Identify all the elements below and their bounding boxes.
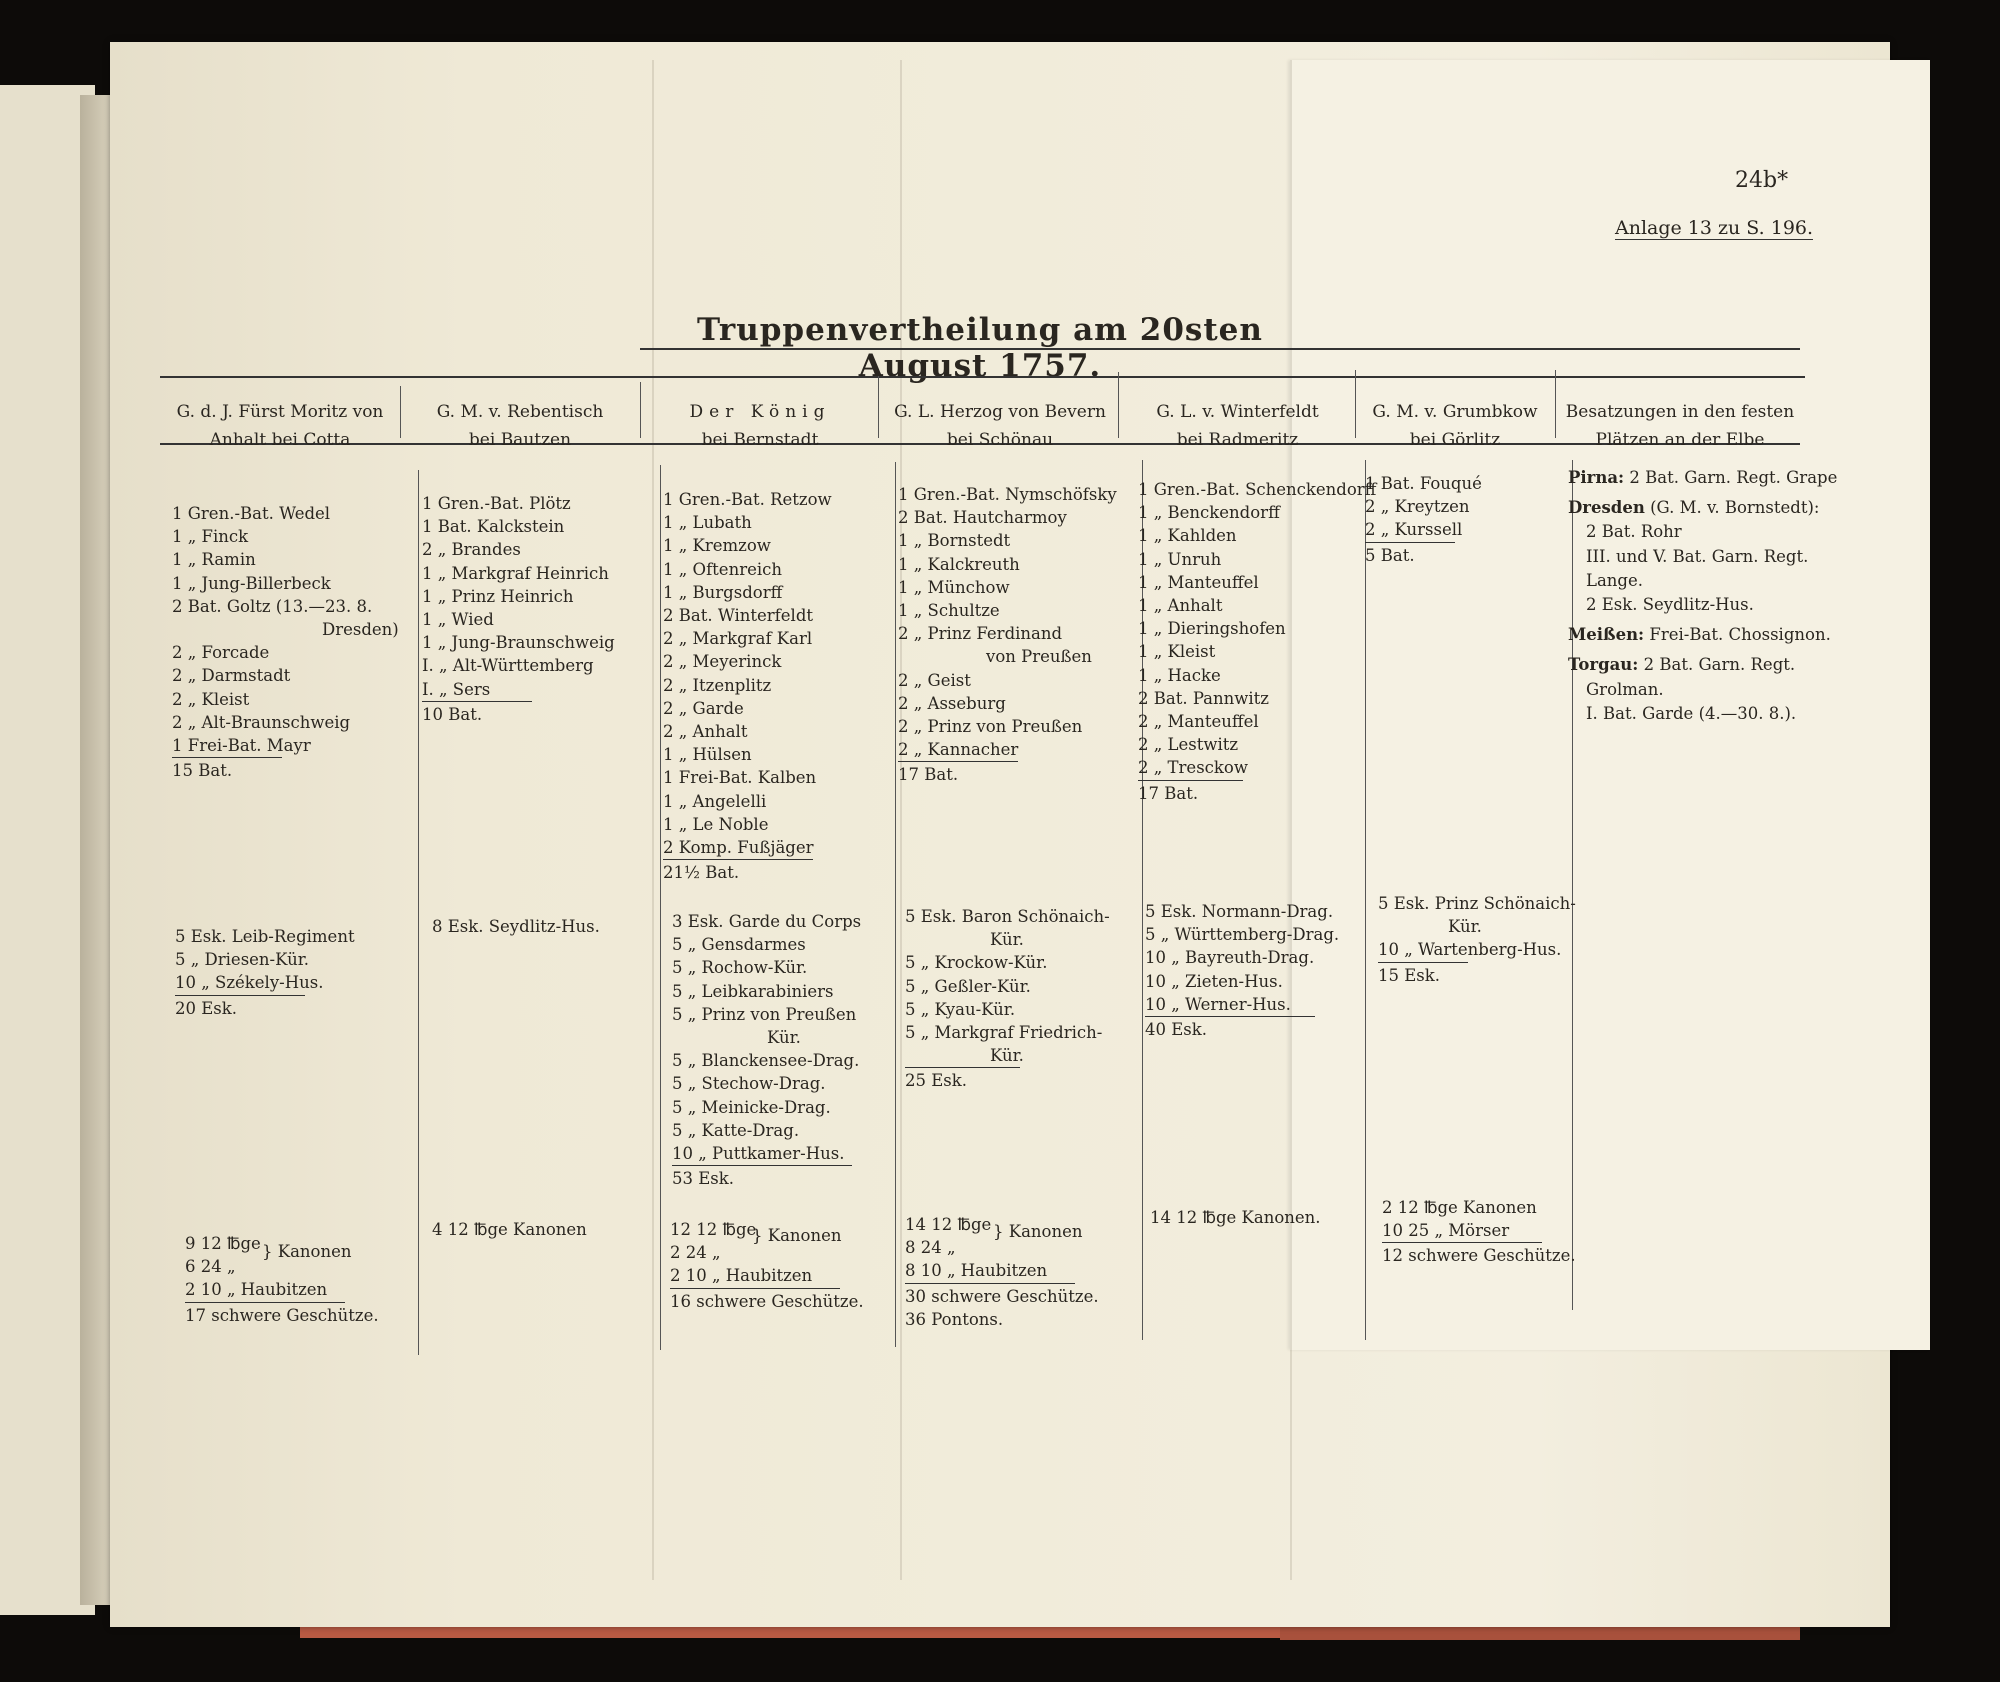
artillery-brace-label: } Kanonen xyxy=(752,1226,842,1245)
page-number: 24b* xyxy=(1735,168,1789,193)
artillery-total: 12 schwere Geschütze. xyxy=(1382,1242,1542,1267)
garrison-list: Pirna: 2 Bat. Garn. Regt. Grape Dresden (G. M. v. Bornstedt): 2 Bat. Rohr III. und V. Bat. Garn. Regt. Lange. 2 Esk. Seydlitz-Hus. Meißen: Frei-Bat. Chossignon. Torgau: 2 Bat. Garn. Regt. Grolman. I. Bat. Garde (4.—30. 8.). xyxy=(1568,468,1838,723)
infantry-total: 21½ Bat. xyxy=(663,859,813,884)
garrison-entry: Dresden (G. M. v. Bornstedt): xyxy=(1568,498,1820,518)
artillery-total: 30 schwere Geschütze. xyxy=(905,1283,1075,1308)
artillery-total: 17 schwere Geschütze. xyxy=(185,1302,345,1327)
artillery-total: 16 schwere Geschütze. xyxy=(670,1288,840,1313)
brace-icon: } xyxy=(993,1222,1004,1241)
annex-reference: Anlage 13 zu S. 196. xyxy=(1615,217,1814,239)
cavalry-list-anhalt: 5 Esk. Leib-Regiment 5 „ Driesen-Kür. 10 „ Székely-Hus. 20 Esk. xyxy=(175,925,355,1020)
infantry-total: 17 Bat. xyxy=(898,761,1018,786)
garrison-entry: Torgau: 2 Bat. Garn. Regt. xyxy=(1568,655,1796,675)
column-header-rebentisch: G. M. v. Rebentisch bei Bautzen xyxy=(436,402,604,450)
artillery-list-winterfeldt: 14 12 ℔ge Kanonen. xyxy=(1150,1208,1321,1227)
paper-crease xyxy=(1290,60,1292,1580)
cavalry-list-grumbkow: 5 Esk. Prinz Schönaich- Kür. 10 „ Wartenberg-Hus. 15 Esk. xyxy=(1378,892,1576,987)
column-header-anhalt: G. d. J. Fürst Moritz von Anhalt bei Cotta xyxy=(176,402,384,450)
header-divider xyxy=(878,376,879,438)
paper-crease xyxy=(652,60,654,1580)
header-divider xyxy=(1118,372,1119,438)
page-title: Truppenvertheilung am 20sten August 1757. xyxy=(697,312,1263,384)
artillery-list-bevern: 14 12 ℔ge 8 24 „ 8 10 „ Haubitzen 30 schwere Geschütze. 36 Pontons. xyxy=(905,1213,1075,1331)
column-header-grumbkow: G. M. v. Grumbkow bei Görlitz xyxy=(1372,402,1538,450)
column-header-koenig: Der König bei Bernstadt xyxy=(689,402,831,450)
infantry-total: 5 Bat. xyxy=(1365,542,1455,567)
column-header-winterfeldt: G. L. v. Winterfeldt bei Radmeritz xyxy=(1156,402,1319,450)
artillery-list-koenig: 12 12 ℔ge 2 24 „ 2 10 „ Haubitzen 16 schwere Geschütze. xyxy=(670,1218,840,1313)
cavalry-total: 25 Esk. xyxy=(905,1067,1020,1092)
cavalry-total: 40 Esk. xyxy=(1145,1016,1315,1041)
cavalry-list-rebentisch: 8 Esk. Seydlitz-Hus. xyxy=(432,917,600,936)
cavalry-total: 15 Esk. xyxy=(1378,962,1468,987)
brace-icon: } xyxy=(752,1226,763,1245)
paper-crease xyxy=(900,60,902,1580)
table-top-rule xyxy=(160,376,1805,378)
artillery-list-grumbkow: 2 12 ℔ge Kanonen 10 25 „ Mörser 12 schwere Geschütze. xyxy=(1382,1196,1542,1268)
column-divider xyxy=(660,465,661,1350)
infantry-list-grumbkow: 1 Bat. Fouqué 2 „ Kreytzen 2 „ Kurssell 5 Bat. xyxy=(1365,472,1482,567)
cavalry-list-winterfeldt: 5 Esk. Normann-Drag. 5 „ Württemberg-Drag. 10 „ Bayreuth-Drag. 10 „ Zieten-Hus. 10 „ Werner-Hus. 40 Esk. xyxy=(1145,900,1339,1041)
cavalry-total: 20 Esk. xyxy=(175,995,305,1020)
infantry-list-rebentisch: 1 Gren.-Bat. Plötz 1 Bat. Kalckstein 2 „ Brandes 1 „ Markgraf Heinrich 1 „ Prinz Heinrich 1 „ Wied 1 „ Jung-Braunschweig I. „ Alt-Württemberg I. „ Sers 10 Bat. xyxy=(422,492,615,726)
cavalry-total: 53 Esk. xyxy=(672,1165,852,1190)
artillery-list-anhalt: 9 12 ℔ge 6 24 „ 2 10 „ Haubitzen 17 schwere Geschütze. xyxy=(185,1232,345,1327)
header-divider xyxy=(1555,370,1556,438)
infantry-list-anhalt: 1 Gren.-Bat. Wedel 1 „ Finck 1 „ Ramin 1 „ Jung-Billerbeck 2 Bat. Goltz (13.—23. 8. Dresden) 2 „ Forcade 2 „ Darmstadt 2 „ Kleist 2 „ Alt-Braunschweig 1 Frei-Bat. Mayr 15 Bat. xyxy=(172,502,399,782)
infantry-total: 17 Bat. xyxy=(1138,780,1243,805)
header-divider xyxy=(1355,370,1356,438)
column-divider xyxy=(418,470,419,1355)
cavalry-list-koenig: 3 Esk. Garde du Corps 5 „ Gensdarmes 5 „ Rochow-Kür. 5 „ Leibkarabiniers 5 „ Prinz von Preußen Kür. 5 „ Blanckensee-Drag. 5 „ Stechow-Drag. 5 „ Meinicke-Drag. 5 „ Katte-Drag. 10 „ Puttkamer-Hus. 53 Esk. xyxy=(672,910,861,1190)
artillery-brace-label: } Kanonen xyxy=(993,1222,1083,1241)
garrison-entry: Pirna: 2 Bat. Garn. Regt. Grape xyxy=(1568,468,1838,487)
column-header-bevern: G. L. Herzog von Bevern bei Schönau xyxy=(894,402,1106,450)
header-divider xyxy=(400,386,401,438)
artillery-brace-label: } Kanonen xyxy=(262,1242,352,1261)
infantry-total: 10 Bat. xyxy=(422,701,532,726)
brace-icon: } xyxy=(262,1242,273,1261)
pontons: 36 Pontons. xyxy=(905,1309,1004,1329)
garrison-entry: Meißen: Frei-Bat. Chossignon. xyxy=(1568,625,1831,645)
artillery-list-rebentisch: 4 12 ℔ge Kanonen xyxy=(432,1220,587,1239)
infantry-list-koenig: 1 Gren.-Bat. Retzow 1 „ Lubath 1 „ Kremzow 1 „ Oftenreich 1 „ Burgsdorff 2 Bat. Winterfeldt 2 „ Markgraf Karl 2 „ Meyerinck 2 „ Itzenplitz 2 „ Garde 2 „ Anhalt 1 „ Hülsen 1 Frei-Bat. Kalben 1 „ Angelelli 1 „ Le Noble 2 Komp. Fußjäger 21½ Bat. xyxy=(663,488,832,884)
title-rule xyxy=(640,348,1800,350)
infantry-list-bevern: 1 Gren.-Bat. Nymschöfsky 2 Bat. Hautcharmoy 1 „ Bornstedt 1 „ Kalckreuth 1 „ Münchow 1 „ Schultze 2 „ Prinz Ferdinand von Preußen 2 „ Geist 2 „ Asseburg 2 „ Prinz von Preußen 2 „ Kannacher 17 Bat. xyxy=(898,483,1117,787)
column-divider xyxy=(895,462,896,1347)
cavalry-list-bevern: 5 Esk. Baron Schönaich- Kür. 5 „ Krockow-Kür. 5 „ Geßler-Kür. 5 „ Kyau-Kür. 5 „ Markgraf Friedrich- Kür. 25 Esk. xyxy=(905,905,1110,1093)
header-divider xyxy=(640,382,641,438)
column-header-besatzungen: Besatzungen in den festen Plätzen an der Elbe xyxy=(1565,402,1795,450)
infantry-total: 15 Bat. xyxy=(172,757,282,782)
infantry-list-winterfeldt: 1 Gren.-Bat. Schenckendorff 1 „ Benckendorff 1 „ Kahlden 1 „ Unruh 1 „ Manteuffel 1 „ Anhalt 1 „ Dieringshofen 1 „ Kleist 1 „ Hacke 2 Bat. Pannwitz 2 „ Manteuffel 2 „ Lestwitz 2 „ Tresckow 17 Bat. xyxy=(1138,478,1376,805)
